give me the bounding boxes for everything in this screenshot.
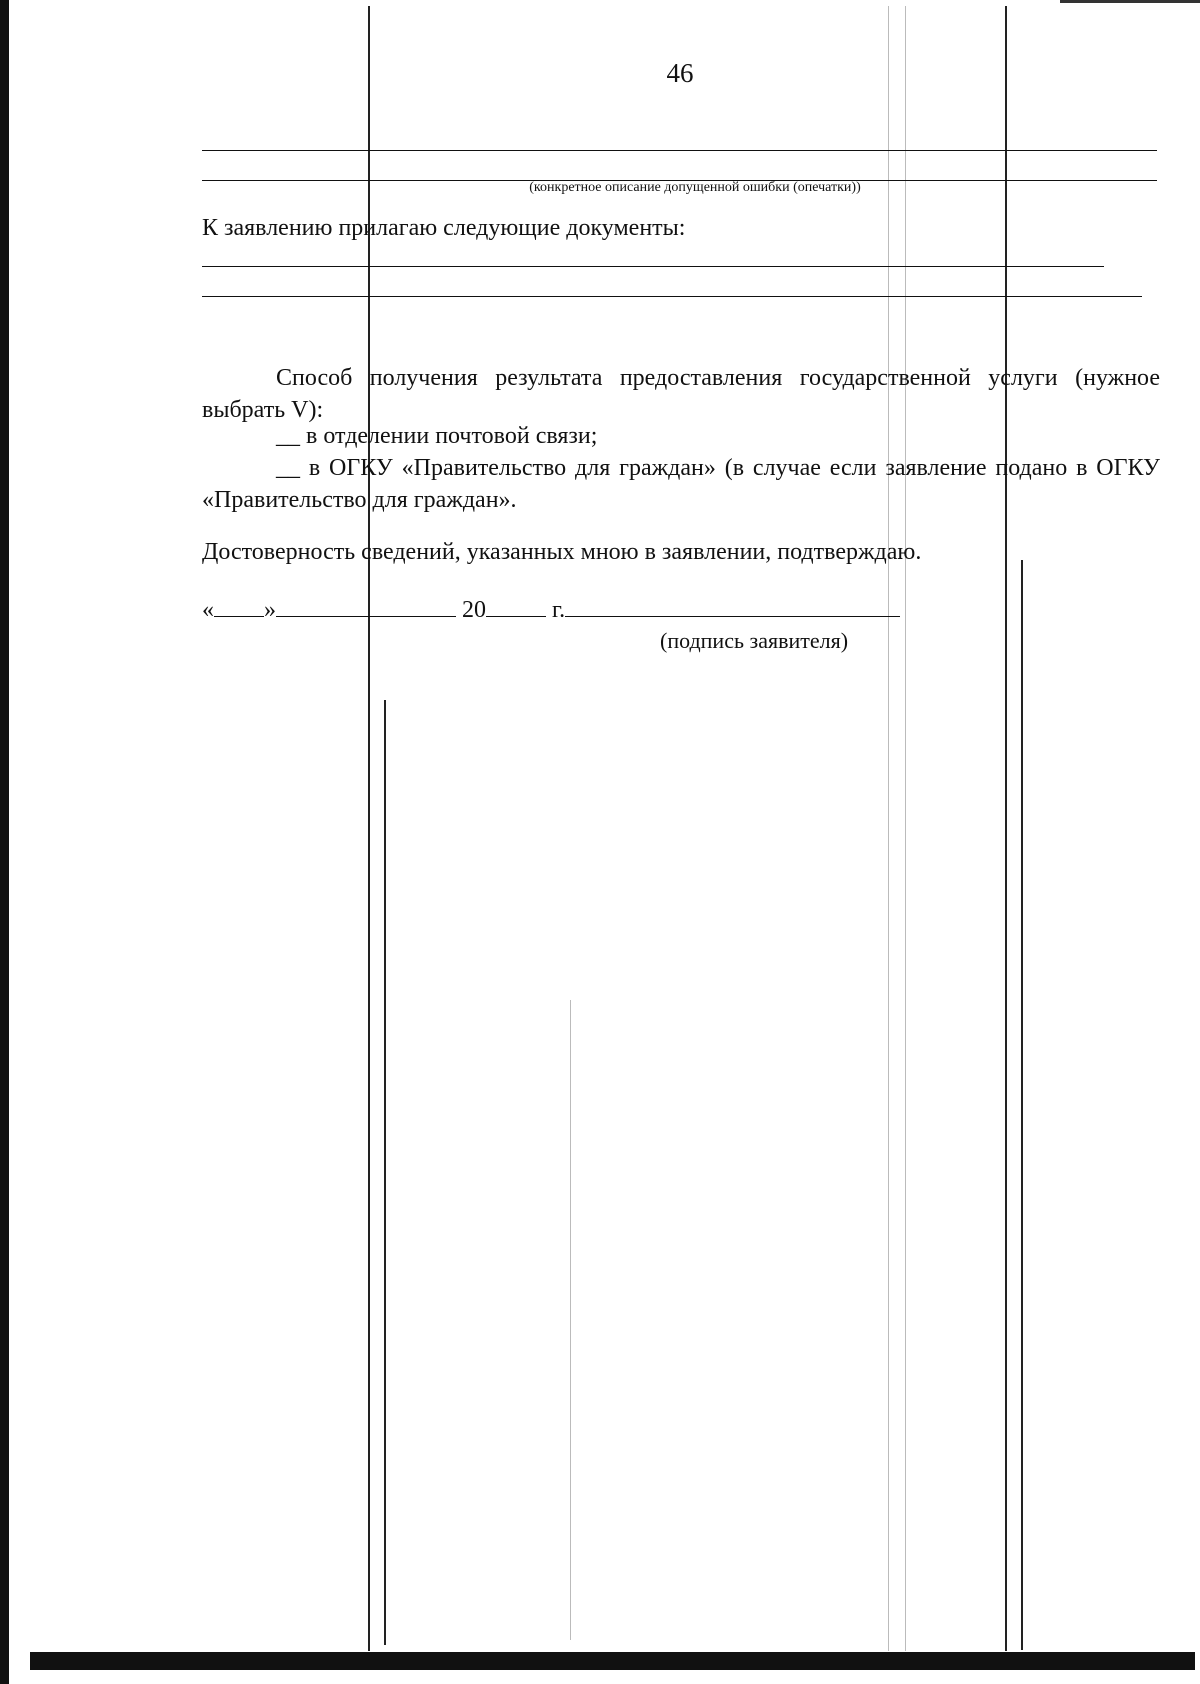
scan-faint-line — [888, 6, 889, 1651]
day-blank — [214, 596, 264, 617]
scan-faint-line — [905, 6, 906, 1651]
fill-line — [202, 266, 1104, 267]
scan-bottom-bar — [30, 1652, 1195, 1670]
scan-vertical-line — [1005, 6, 1007, 1651]
page-number: 46 — [666, 58, 694, 88]
scan-faint-line — [570, 1000, 571, 1640]
scan-top-rule — [1060, 0, 1200, 3]
scan-vertical-line — [368, 6, 370, 1651]
result-method-intro: Способ получения результата предоставления государственной услуги (нужное выбрать V): — [202, 365, 1160, 423]
open-quote: « — [202, 597, 214, 623]
result-option-post: __ в отделении почтовой связи; — [276, 423, 598, 449]
year-prefix: 20 — [462, 597, 486, 623]
fill-line — [202, 150, 1157, 151]
scan-vertical-line — [1021, 560, 1023, 1650]
month-blank — [276, 596, 456, 617]
fill-line — [202, 296, 1142, 297]
result-option-ogku: __ в ОГКУ «Правительство для граждан» (в случае если заявление подано в ОГКУ «Правительство для граждан». — [202, 455, 1160, 513]
scan-left-edge — [0, 0, 9, 1684]
signature-blank — [565, 596, 900, 617]
year-suffix: г. — [552, 597, 566, 623]
date-signature-line — [202, 596, 900, 624]
signature-caption: (подпись заявителя) — [660, 628, 849, 653]
scan-vertical-line — [384, 700, 386, 1645]
attachments-label: К заявлению прилагаю следующие документы: — [202, 215, 686, 241]
confirmation-text: Достоверность сведений, указанных мною в заявлении, подтверждаю. — [202, 539, 922, 565]
error-description-caption: (конкретное описание допущенной ошибки (опечатки)) — [529, 180, 861, 195]
close-quote: » — [264, 597, 276, 623]
year-blank — [486, 596, 546, 617]
